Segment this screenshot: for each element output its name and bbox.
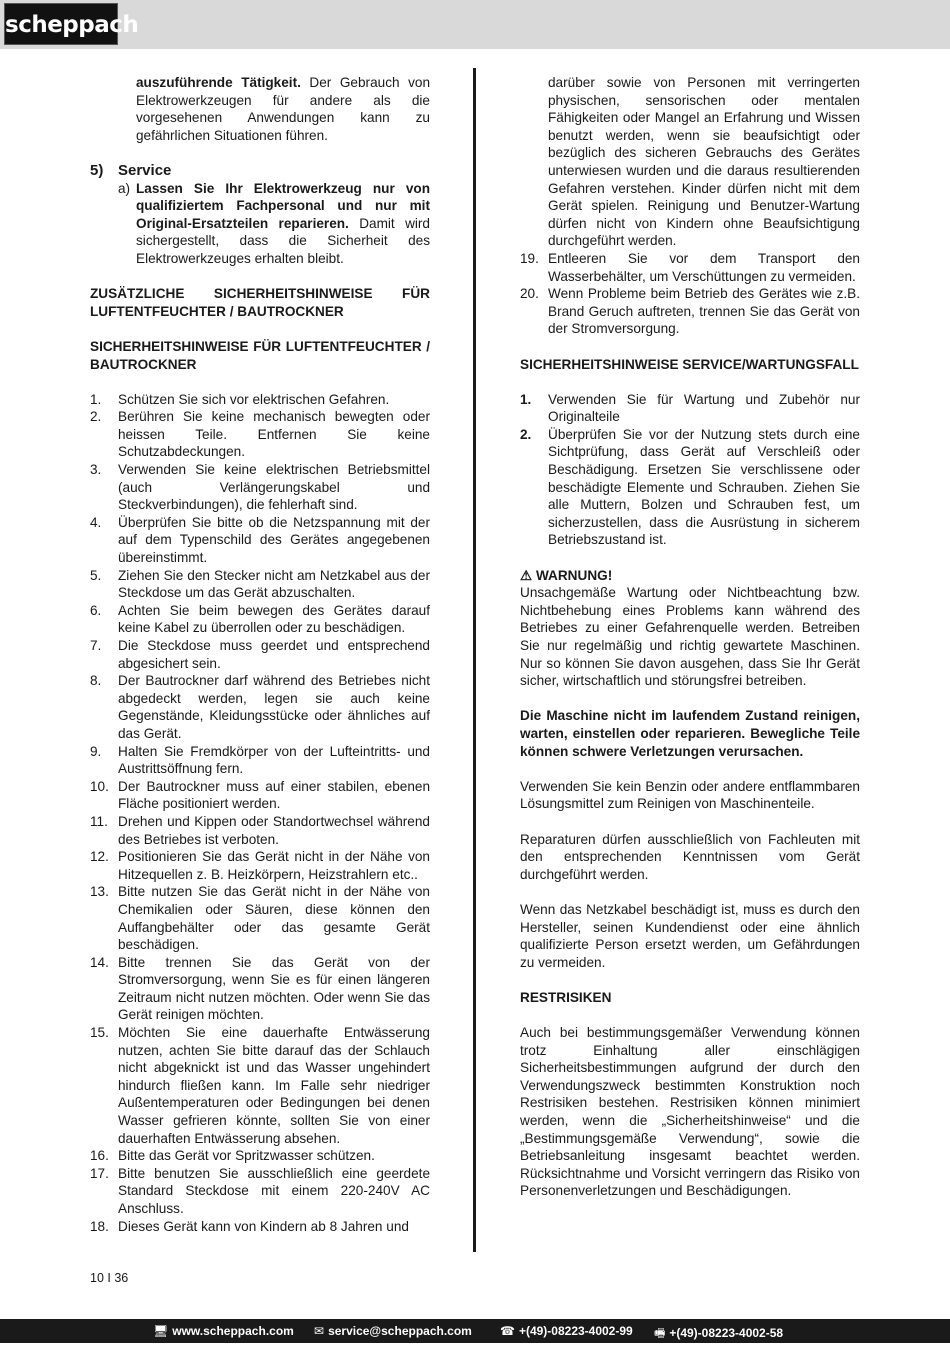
right-column [520, 74, 860, 1200]
safety-list [90, 391, 430, 1236]
monitor-icon: 🖥 [153, 1324, 169, 1338]
list-item: 3. Verwenden Sie keine elektrischen Betriebsmittel (auch Verlängerungskabel und Steckverbindungen), die fehlerhaft sind. [90, 462, 430, 513]
section-heading-service: SICHERHEITSHINWEISE SERVICE/WARTUNGSFALL [520, 356, 859, 372]
left-column [90, 74, 430, 1235]
list-item: 17. Bitte benutzen Sie ausschließlich eine geerdete Standard Steckdose mit einem 220-240V AC Anschluss. [90, 1165, 430, 1216]
section-heading-safety: SICHERHEITSHINWEISE FÜR LUFTENTFEUCHTER / BAUTROCKNER [90, 338, 430, 372]
header-bar [0, 0, 950, 49]
footer-email[interactable]: ✉ service@scheppach.com [314, 1324, 472, 1338]
list-item: 10. Der Bautrockner muss auf einer stabilen, ebenen Fläche positioniert werden. [90, 778, 430, 812]
list-item: 9. Halten Sie Fremdkörper von der Lufteintritts- und Austrittsöffnung fern. [90, 743, 430, 777]
footer-bar [0, 1319, 950, 1343]
list-item: 2. Berühren Sie keine mechanisch bewegten oder heissen Teile. Entfernen Sie keine Schutzabdeckungen. [90, 409, 430, 460]
safety-list-continued [520, 250, 860, 338]
service-subitem: a) Lassen Sie Ihr Elektrowerkzeug nur von qualifiziertem Fachpersonal und nur mit Original-Ersatzteilen reparieren. Damit wird sichergestellt, dass die Sicherheit des Elektrowerkzeuges erhalten bleibt. [118, 180, 430, 266]
section-heading-additional: ZUSÄTZLICHE SICHERHEITSHINWEISE FÜR LUFTENTFEUCHTER / BAUTROCKNER [90, 286, 430, 319]
list-item: 13. Bitte nutzen Sie das Gerät nicht in der Nähe von Chemikalien oder Säuren, diese können den Auffangbehälter oder das gesamte Gerät beschädigen. [90, 884, 430, 953]
paragraph-repairs: Reparaturen dürfen ausschließlich von Fachleuten mit den entsprechenden Kenntnissen vom Gerät durchgeführt werden. [520, 831, 860, 882]
list-item-continuation: darüber sowie von Personen mit verringerten physischen, sensorischen oder mentalen Fähigkeiten oder Mangel an Erfahrung und Wissen benutzt werden, wenn sie beaufsichtigt oder bezüglich des sicheren Gebrauchs des Gerätes unterwiesen wurden und die daraus resultierenden Gefahren verstehen. Kinder dürfen nicht mit dem Gerät spielen. Reinigung und Benutzer-Wartung dürfen nicht von Kindern ohne Beaufsichtigung durchgeführt werden. [548, 75, 860, 249]
list-item: 14. Bitte trennen Sie das Gerät von der Stromversorgung, wenn Sie es für einen längeren Zeitraum nicht nutzen möchten. Oder wenn Sie das Gerät reinigen möchten. [90, 954, 430, 1023]
warning-text: Unsachgemäße Wartung oder Nichtbeachtung bzw. Nichtbehebung eines Problems kann während des Betriebes zu einer Gefahrenquelle werden. Betreiben Sie nur regelmäßig und richtig gewartete Maschinen. Nur so können Sie davon ausgehen, dass Sie Ihr Gerät sicher, wirtschaftlich und störungsfrei betreiben. [520, 585, 860, 689]
paragraph-power-cable: Wenn das Netzkabel beschädigt ist, muss es durch den Hersteller, seinen Kundendienst oder eine ähnlich qualifizierte Person ersetzt werden, um Gefährdungen zu vermeiden. [520, 901, 860, 970]
fax-icon: 🖷 [654, 1326, 666, 1340]
warning-triangle-icon: ⚠ [520, 567, 533, 583]
bold-warning-paragraph: Die Maschine nicht im laufendem Zustand reinigen, warten, einstellen oder reparieren. Bewegliche Teile können schwere Verletzungen verursachen. [520, 708, 860, 759]
list-item: 20. Wenn Probleme beim Betrieb des Gerätes wie z.B. Brand Geruch auftreten, trennen Sie das Gerät von der Stromversorgung. [520, 286, 860, 337]
column-divider [473, 68, 476, 1252]
service-heading: 5) Service [90, 161, 172, 179]
list-item: 1. Verwenden Sie für Wartung und Zubehör nur Originalteile [520, 391, 860, 425]
footer-phone: ☎ +(49)-08223-4002-99 [500, 1324, 633, 1338]
list-item: 5. Ziehen Sie den Stecker nicht am Netzkabel aus der Steckdose um das Gerät abzuschalten. [90, 567, 430, 601]
page-number: 10 I 36 [90, 1271, 129, 1285]
list-item: 6. Achten Sie beim bewegen des Gerätes darauf keine Kabel zu überrollen oder zu beschädigen. [90, 602, 430, 636]
list-item: 11. Drehen und Kippen oder Standortwechsel während des Betriebes ist verboten. [90, 813, 430, 847]
list-item: 2. Überprüfen Sie vor der Nutzung stets durch eine Sichtprüfung, dass Gerät auf Verschleiß oder Beschädigung. Ersetzen Sie verschlissene oder beschädigte Elemente und Schrauben. Ziehen Sie alle Muttern, Bolzen und Schrauben fest, um sicherzustellen, dass die Ausrüstung in sicherem Betriebszustand ist. [520, 426, 860, 548]
list-item: 15. Möchten Sie eine dauerhafte Entwässerung nutzen, achten Sie bitte darauf das der Schlauch nicht abgeknickt ist und das Wasser ungehindert hindurch fließen kann. Im Falle sehr niedriger Außentemperaturen oder Bedingungen bei denen Wasser gefrieren könnte, sollten Sie von einer dauerhaften Entwässerung absehen. [90, 1025, 430, 1146]
intro-paragraph: auszuführende Tätigkeit. Der Gebrauch von Elektrowerkzeugen für andere als die vorgesehenen Anwendungen kann zu gefährlichen Situationen führen. [136, 75, 431, 143]
telephone-icon: ☎ [500, 1324, 515, 1338]
list-item: 7. Die Steckdose muss geerdet und entsprechend abgesichert sein. [90, 638, 430, 671]
list-item: 4. Überprüfen Sie bitte ob die Netzspannung mit der auf dem Typenschild des Gerätes angegebenen übereinstimmt. [90, 514, 430, 566]
list-item: 8. Der Bautrockner darf während des Betriebes nicht abgedeckt werden, legen sie auch keine Gegenstände, Kleidungsstücke oder ähnliches auf das Gerät. [90, 673, 430, 741]
list-item: 18. Dieses Gerät kann von Kindern ab 8 Jahren und [90, 1218, 409, 1234]
list-item: 16. Bitte das Gerät vor Spritzwasser schützen. [90, 1148, 375, 1164]
footer-web[interactable]: 🖥 www.scheppach.com [153, 1324, 294, 1338]
paragraph-solvents: Verwenden Sie kein Benzin oder andere entflammbaren Lösungsmittel zum Reinigen von Maschinenteile. [520, 778, 860, 812]
footer-fax: 🖷 +(49)-08223-4002-58 [654, 1324, 783, 1345]
list-item: 1. Schützen Sie sich vor elektrischen Gefahren. [90, 391, 390, 407]
section-heading-residual-risks: RESTRISIKEN [520, 989, 612, 1005]
brand-logo: scheppach [4, 3, 118, 45]
envelope-icon: ✉ [314, 1324, 325, 1338]
paragraph-residual-risks: Auch bei bestimmungsgemäßer Verwendung können trotz Einhaltung aller einschlägigen Sicherheitsbestimmungen aufgrund der durch den Verwendungszweck bestimmten Konstruktion noch Restrisiken bestehen. Restrisiken können minimiert werden, wenn die „Sicherheitshinweise“ und die „Bestimmungsgemäße Verwendung“, sowie die Betriebsanleitung insgesamt beachtet werden. Rücksichtnahme und Vorsicht verringern das Risiko von Personenverletzungen und Beschädigungen. [520, 1025, 860, 1199]
list-item: 12. Positionieren Sie das Gerät nicht in der Nähe von Hitzequellen z. B. Heizkörpern, Heizstrahlern etc.. [90, 849, 430, 882]
list-item: 19. Entleeren Sie vor dem Transport den Wasserbehälter, um Verschüttungen zu vermeiden. [520, 250, 860, 284]
warning-heading: ⚠ WARNUNG! [520, 567, 613, 583]
service-list [520, 391, 860, 549]
